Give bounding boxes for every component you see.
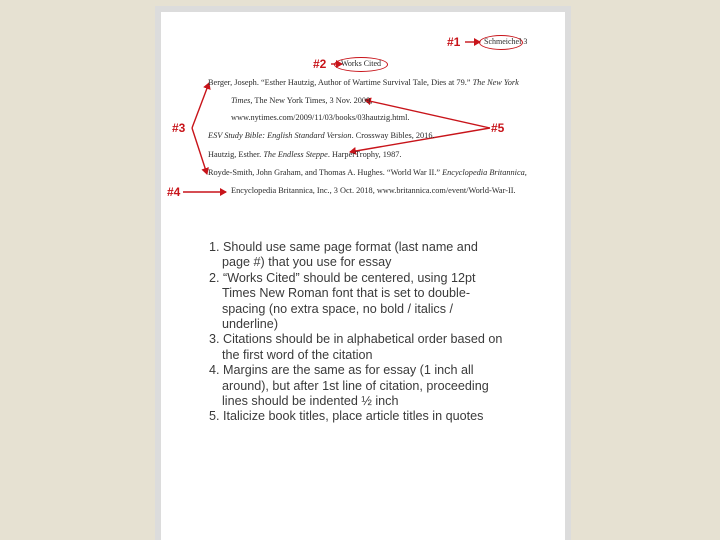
arrow-3a <box>192 83 209 128</box>
note-item: 2. “Works Cited” should be centered, using 12pt Times New Roman font that is set to double- spacing (no extra space, no bold / italics / underline) <box>209 270 476 332</box>
label-4: #4 <box>167 185 181 199</box>
citation-line: Hautzig, Esther. The Endless Steppe. HarperTrophy, 1987. <box>208 150 402 159</box>
arrow-3b <box>192 128 207 174</box>
note-item: 5. Italicize book titles, place article titles in quotes <box>209 409 484 424</box>
citation-line: Berger, Joseph. “Esther Hautzig, Author of Wartime Survival Tale, Dies at 79.” The New York <box>208 78 519 87</box>
formatting-notes <box>209 240 502 425</box>
note-item: 4. Margins are the same as for essay (1 inch all around), but after 1st line of citation, proceeding lines should be indented ½ inch <box>209 363 489 409</box>
label-3: #3 <box>172 121 186 135</box>
citation-line: Times, The New York Times, 3 Nov. 2009, <box>231 96 373 105</box>
label-2: #2 <box>313 57 327 71</box>
citation-line: Royde-Smith, John Graham, and Thomas A. Hughes. “World War II.” Encyclopedia Britannica, <box>208 168 527 177</box>
label-1: #1 <box>447 35 461 49</box>
running-head: Schmeichel 3 <box>484 37 528 46</box>
note-item: 3. Citations should be in alphabetical order based on the first word of the citation <box>209 332 503 362</box>
citation-line: www.nytimes.com/2009/11/03/books/03hautzig.html. <box>231 113 410 122</box>
citation-line: ESV Study Bible: English Standard Version. Crossway Bibles, 2016. <box>208 131 435 140</box>
label-5: #5 <box>491 121 505 135</box>
citation-line: Encyclopedia Britannica, Inc., 3 Oct. 2018, www.britannica.com/event/World-War-II. <box>231 186 516 195</box>
works-cited-title: Works Cited <box>341 59 382 68</box>
note-item: 1. Should use same page format (last name and page #) that you use for essay <box>209 240 478 270</box>
